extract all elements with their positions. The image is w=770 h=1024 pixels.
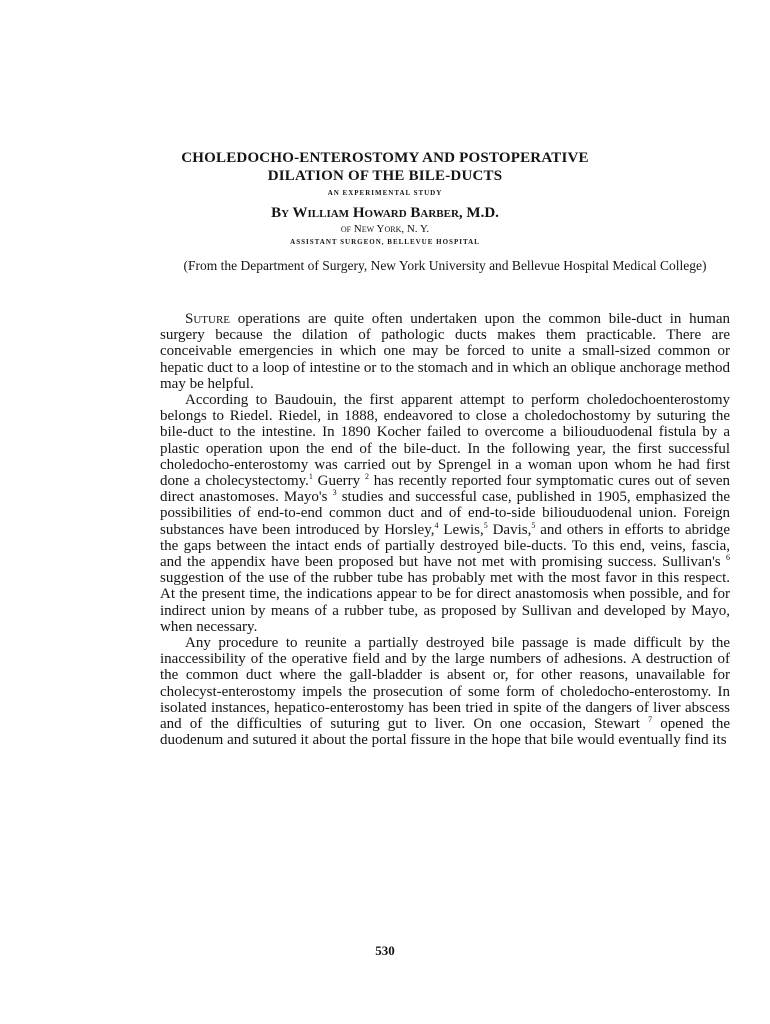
paragraph-2 (160, 392, 730, 635)
article-body (160, 311, 730, 748)
paragraph-1-text: operations are quite often undertaken upon the common bile-duct in human surgery because the dilation of pathologic ducts makes them practicable. There are conceivable emergencies in which one may be forced to unite a small-sized common or hepatic duct to a loop of intestine or to the stomach and in which an oblique anchorage method may be helpful. (160, 311, 730, 392)
title-line-1: CHOLEDOCHO-ENTEROSTOMY AND POSTOPERATIVE (181, 150, 589, 166)
paragraph-2-text-g: and others in efforts to abridge the gaps between the intact ends of partially destroyed bile-ducts. To this end, veins, fascia, and the appendix have been proposed but have not met with promising success. Sullivan's (160, 521, 730, 571)
footnote-ref: 6 (726, 553, 730, 563)
page-number: 530 (375, 943, 395, 958)
footnote-ref: 4 (434, 520, 439, 530)
paragraph-3 (160, 635, 730, 748)
author-location: of New York, N. Y. (340, 223, 430, 235)
footnote-ref: 1 (308, 472, 313, 482)
paragraph-1-first-word: Suture (185, 311, 231, 327)
subtitle: AN EXPERIMENTAL STUDY (327, 189, 443, 197)
author-line: By William Howard Barber, M.D. (271, 205, 499, 221)
footnote-ref: 5 (531, 520, 536, 530)
title-line-2: DILATION OF THE BILE-DUCTS (267, 168, 503, 184)
footnote-ref: 2 (364, 472, 369, 482)
paragraph-2-text-f: Davis, (487, 521, 532, 538)
paragraph-2-text-h: suggestion of the use of the rubber tube has probably met with the most favor in this respect. At the present time, the indications appear to be for direct anastomosis when possible, and for indirect union by means of a rubber tube, as proposed by Sullivan and developed by Mayo, when necessary. (160, 570, 730, 635)
affiliation-note: (From the Department of Surgery, New York University and Bellevue Hospital Medical College) (183, 258, 707, 273)
author-position: ASSISTANT SURGEON, BELLEVUE HOSPITAL (290, 238, 480, 246)
paragraph-2-text-e: Lewis, (438, 521, 484, 538)
footnote-ref: 7 (648, 715, 653, 725)
paragraph-3-text-b: opened the duodenum and sutured it about the portal fissure in the hope that bile would eventually find its (160, 716, 730, 749)
paragraph-2-text-c: has recently reported four symptomatic cures out of seven direct anastomoses. Mayo's (160, 473, 731, 506)
paragraph-2-text-a: According to Baudouin, the first apparent attempt to perform choledochoenterostomy belongs to Riedel. Riedel, in 1888, endeavored to close a choledochostomy by suturing the bile-duct to the intestine. In 1890 Kocher failed to overcome a biliouduodenal fistula by a plastic operation upon the end of the bile-duct. In the following year, the first successful choledocho-enterostomy was carried out by Sprengel in a woman upon whom he had first done a cholecystectomy. (160, 392, 730, 490)
footnote-ref: 3 (332, 488, 337, 498)
paragraph-1 (160, 311, 730, 392)
paragraph-2-text-d: studies and successful case, published in 1905, emphasized the possibilities of end-to-end common duct and of end-to-side biliouduodenal union. Foreign substances have been introduced by Horsley, (160, 489, 730, 538)
paragraph-3-text-a: Any procedure to reunite a partially destroyed bile passage is made difficult by the inaccessibility of the operative field and by the large numbers of adhesions. A destruction of the common duct where the gall-bladder is absent or, for other reasons, unavailable for cholecyst-enterostomy impels the prosecution of some form of choledocho-enterostomy. In isolated instances, hepatico-enterostomy has been tried in spite of the dangers of liver abscess and of the difficulties of suturing gut to liver. On one occasion, Stewart (160, 635, 730, 733)
footnote-ref: 5 (483, 520, 488, 530)
paragraph-2-text-b: Guerry (312, 473, 365, 490)
